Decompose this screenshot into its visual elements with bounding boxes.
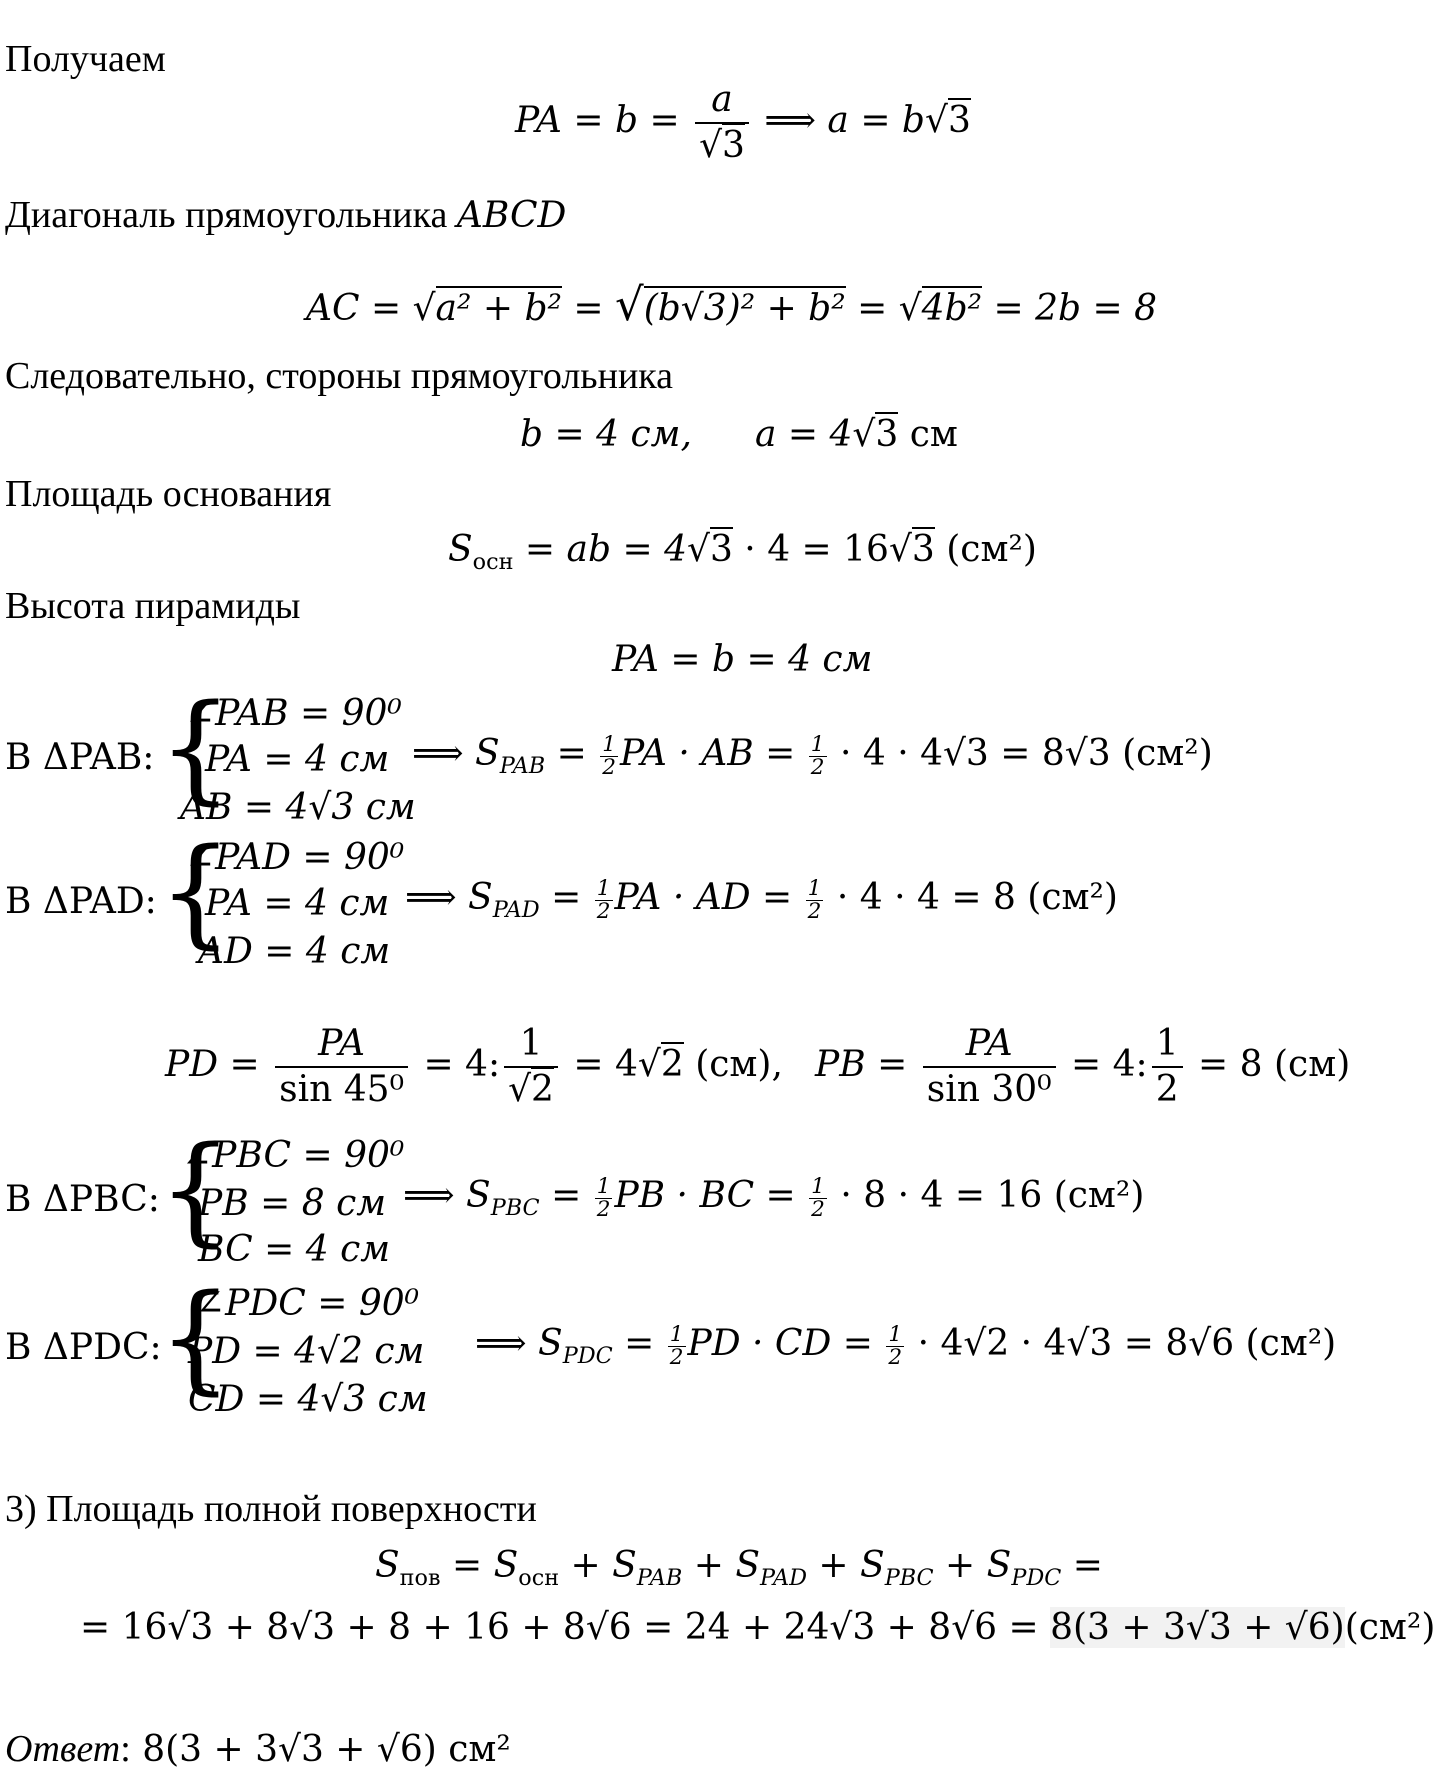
- eq-part: ⟹ S: [405, 877, 493, 919]
- system-pad-result: [405, 878, 1118, 922]
- eq-part: PA · AD =: [614, 877, 804, 919]
- eq-part: S: [448, 529, 473, 570]
- fraction-half: [809, 1176, 827, 1220]
- fraction-denominator: 2: [596, 1196, 611, 1222]
- equation-sides-a: [755, 414, 958, 455]
- sqrt-arg: a² + b²: [435, 288, 562, 329]
- text-vysota: Высота пирамиды: [5, 585, 301, 627]
- subscript: PDC: [562, 1342, 613, 1369]
- sqrt-arg: 3: [911, 529, 935, 570]
- eq-part: + S: [933, 1545, 1012, 1586]
- text-sledovatelno: Следовательно, стороны прямоугольника: [5, 355, 674, 397]
- fraction-numerator: 1: [602, 732, 617, 757]
- text-diagonal: [5, 196, 566, 234]
- eq-part: = 4:: [412, 1044, 501, 1085]
- system-pbc-row: ∠PBC = 90⁰: [182, 1135, 405, 1176]
- eq-part: PB · BC =: [614, 1175, 808, 1217]
- eq-part: + S: [682, 1545, 760, 1586]
- answer-colon: :: [120, 1728, 131, 1770]
- fraction-denominator: 2: [888, 1344, 903, 1370]
- fraction-numerator: a: [695, 82, 749, 124]
- fraction-numerator: 1: [669, 1322, 684, 1347]
- system-pdc-row: ∠PDC = 90⁰: [195, 1283, 420, 1324]
- fraction-denominator: √3: [699, 125, 745, 166]
- equation-pb: [815, 1023, 1351, 1110]
- equation-s-pov: [375, 1545, 1103, 1591]
- text-diagonal-var: ABCD: [456, 195, 567, 236]
- subscript: PAB: [499, 752, 546, 779]
- sqrt: √2: [637, 1044, 684, 1085]
- sqrt-arg: 2: [660, 1044, 684, 1085]
- fraction-half: [668, 1324, 686, 1368]
- fraction-numerator: 1: [504, 1026, 558, 1068]
- brace-icon: {: [158, 1120, 234, 1258]
- eq-part: · 4 = 16: [732, 529, 889, 570]
- sqrt-arg: 3: [875, 414, 899, 455]
- eq-part: · 4√2 · 4√3 = 8√6 (см²): [906, 1323, 1337, 1365]
- sqrt-arg: 3: [709, 529, 733, 570]
- fraction: [1152, 1023, 1183, 1110]
- eq-part: = 8 (см): [1186, 1044, 1351, 1085]
- eq-part: · 4 · 4√3 = 8√3 (см²): [828, 733, 1213, 775]
- unit: см: [898, 414, 958, 455]
- fraction-half: [809, 734, 827, 778]
- brace-icon: {: [158, 678, 234, 816]
- system-pad-row: AD = 4 см: [198, 931, 391, 972]
- fraction-denominator: sin 30⁰: [926, 1069, 1052, 1110]
- system-pab-label: В ΔPAB:: [5, 737, 155, 778]
- equation-s-osn: [448, 529, 1037, 575]
- sqrt: √3: [687, 529, 733, 570]
- brace-icon: {: [158, 822, 234, 960]
- text-ploshchad-osnovaniya: Площадь основания: [5, 473, 332, 515]
- fraction-denominator: √2: [508, 1069, 554, 1110]
- sqrt-arg: 3: [947, 100, 971, 141]
- text-ploshchad-polnoy: 3) Площадь полной поверхности: [5, 1488, 537, 1530]
- system-pbc-label: В ΔPBC:: [5, 1179, 160, 1220]
- system-pbc-row: BC = 4 см: [198, 1229, 391, 1270]
- subscript: PAB: [636, 1564, 683, 1591]
- answer-line: [5, 1730, 511, 1768]
- eq-part: · 8 · 4 = 16 (см²): [828, 1175, 1145, 1217]
- eq-part: S: [375, 1545, 400, 1586]
- fraction-numerator: 1: [596, 1174, 611, 1199]
- eq-part: = 16√3 + 8√3 + 8 + 16 + 8√6 = 24 + 24√3 + 8√6 =: [80, 1607, 1051, 1648]
- fraction-numerator: PA: [275, 1026, 408, 1068]
- eq-part: PD =: [165, 1044, 272, 1085]
- system-pdc-result: [475, 1324, 1336, 1368]
- eq-part: = 2b = 8: [982, 288, 1158, 329]
- eq-part: ⟹ S: [403, 1175, 491, 1217]
- fraction-numerator: 1: [888, 1322, 903, 1347]
- equation-sum: [80, 1607, 1435, 1648]
- fraction-denominator: 2: [596, 898, 611, 924]
- system-pab-row: PA = 4 см: [205, 739, 390, 780]
- subscript: PDC: [1011, 1564, 1062, 1591]
- eq-part: = ab = 4: [513, 529, 687, 570]
- system-pbc-result: [403, 1176, 1144, 1220]
- fraction-numerator: 1: [811, 1174, 825, 1199]
- equation-sides-b: b = 4 см,: [520, 414, 692, 455]
- sqrt: √3: [924, 100, 971, 141]
- subscript: PAD: [760, 1564, 807, 1591]
- sqrt: √3: [888, 529, 935, 570]
- text-diagonal-label: Диагональ прямоугольника: [5, 194, 448, 236]
- system-pab-row: AB = 4√3 см: [180, 787, 416, 828]
- fraction-denominator: 2: [810, 754, 825, 780]
- eq-part: a = 4: [755, 414, 853, 455]
- eq-part: PB =: [815, 1044, 919, 1085]
- equation-pa-height: PA = b = 4 см: [612, 639, 873, 680]
- system-pad-row: ∠PAD = 90⁰: [185, 837, 405, 878]
- eq-part: = 4: [561, 1044, 638, 1085]
- system-pdc-row: PD = 4√2 см: [188, 1331, 425, 1372]
- sqrt-large: √: [615, 278, 644, 331]
- fraction-denominator: 2: [602, 754, 617, 780]
- fraction-denominator: 2: [669, 1344, 684, 1370]
- eq-part: =: [1061, 1545, 1103, 1586]
- system-pdc-row: CD = 4√3 см: [188, 1379, 428, 1420]
- system-pab-result: [412, 734, 1213, 778]
- fraction-numerator: 1: [596, 876, 611, 901]
- sqrt: √: [412, 288, 436, 329]
- system-pdc-label: В ΔPDC:: [5, 1327, 162, 1368]
- subscript: осн: [472, 548, 514, 575]
- eq-part: ⟹ a = b: [752, 100, 925, 141]
- fraction-numerator: 1: [1152, 1026, 1183, 1068]
- eq-part: PA = b =: [515, 100, 692, 141]
- eq-part: =: [539, 877, 593, 919]
- system-pab-row: ∠PAB = 90⁰: [185, 693, 402, 734]
- sqrt-arg: (b√3)² + b²: [643, 288, 846, 329]
- subscript: осн: [518, 1564, 560, 1591]
- fraction-denominator: 2: [811, 1196, 825, 1222]
- equation-pa-b: [515, 79, 971, 166]
- eq-part: =: [545, 733, 599, 775]
- eq-part: PA · AB =: [620, 733, 807, 775]
- sqrt-arg: 4b²: [921, 288, 983, 329]
- fraction: [695, 79, 749, 166]
- fraction-half: [595, 878, 613, 922]
- fraction-half: [886, 1324, 904, 1368]
- fraction-numerator: PA: [923, 1026, 1056, 1068]
- subscript: пов: [399, 1564, 441, 1591]
- equation-pd: [165, 1023, 783, 1110]
- eq-part: · 4 · 4 = 8 (см²): [825, 877, 1118, 919]
- eq-part: AC =: [306, 288, 413, 329]
- subscript: PAD: [492, 896, 540, 923]
- eq-part: = S: [440, 1545, 519, 1586]
- subscript: PBC: [490, 1194, 540, 1221]
- text-poluchaem: Получаем: [5, 38, 166, 80]
- sqrt-arg: 3: [722, 125, 745, 166]
- fraction-half: [600, 734, 618, 778]
- fraction-half: [595, 1176, 613, 1220]
- fraction: [504, 1023, 558, 1110]
- eq-part: (см²): [934, 529, 1037, 570]
- sqrt-arg: 2: [531, 1069, 554, 1110]
- eq-part: =: [845, 288, 899, 329]
- fraction: [275, 1023, 408, 1110]
- highlighted-result: 8(3 + 3√3 + √6): [1050, 1607, 1345, 1648]
- fraction-denominator: sin 45⁰: [279, 1069, 404, 1110]
- fraction-numerator: 1: [807, 876, 822, 901]
- fraction-denominator: 2: [807, 898, 822, 924]
- eq-part: =: [561, 288, 616, 329]
- eq-part: PD · CD =: [687, 1323, 885, 1365]
- fraction-half: [806, 878, 824, 922]
- system-pad-row: PA = 4 см: [205, 883, 390, 924]
- eq-part: ⟹ S: [475, 1323, 563, 1365]
- sqrt: √3: [852, 414, 899, 455]
- eq-part: =: [539, 1175, 593, 1217]
- eq-part: = 4:: [1059, 1044, 1148, 1085]
- fraction-numerator: 1: [810, 732, 825, 757]
- eq-part: =: [612, 1323, 666, 1365]
- fraction: [923, 1023, 1056, 1110]
- unit: (см²): [1344, 1607, 1435, 1648]
- answer-value: 8(3 + 3√3 + √6) см²: [130, 1729, 511, 1770]
- answer-label: Ответ: [5, 1728, 121, 1770]
- equation-ac: [306, 278, 1158, 331]
- sqrt: √: [898, 288, 922, 329]
- eq-part: + S: [806, 1545, 885, 1586]
- system-pad-label: В ΔPAD:: [5, 881, 157, 922]
- eq-part: ⟹ S: [412, 733, 500, 775]
- system-pbc-row: PB = 8 см: [198, 1183, 387, 1224]
- subscript: PBC: [884, 1564, 934, 1591]
- eq-part: (см),: [683, 1044, 783, 1085]
- eq-part: + S: [559, 1545, 637, 1586]
- fraction-denominator: 2: [1155, 1069, 1179, 1110]
- brace-icon: {: [158, 1268, 234, 1406]
